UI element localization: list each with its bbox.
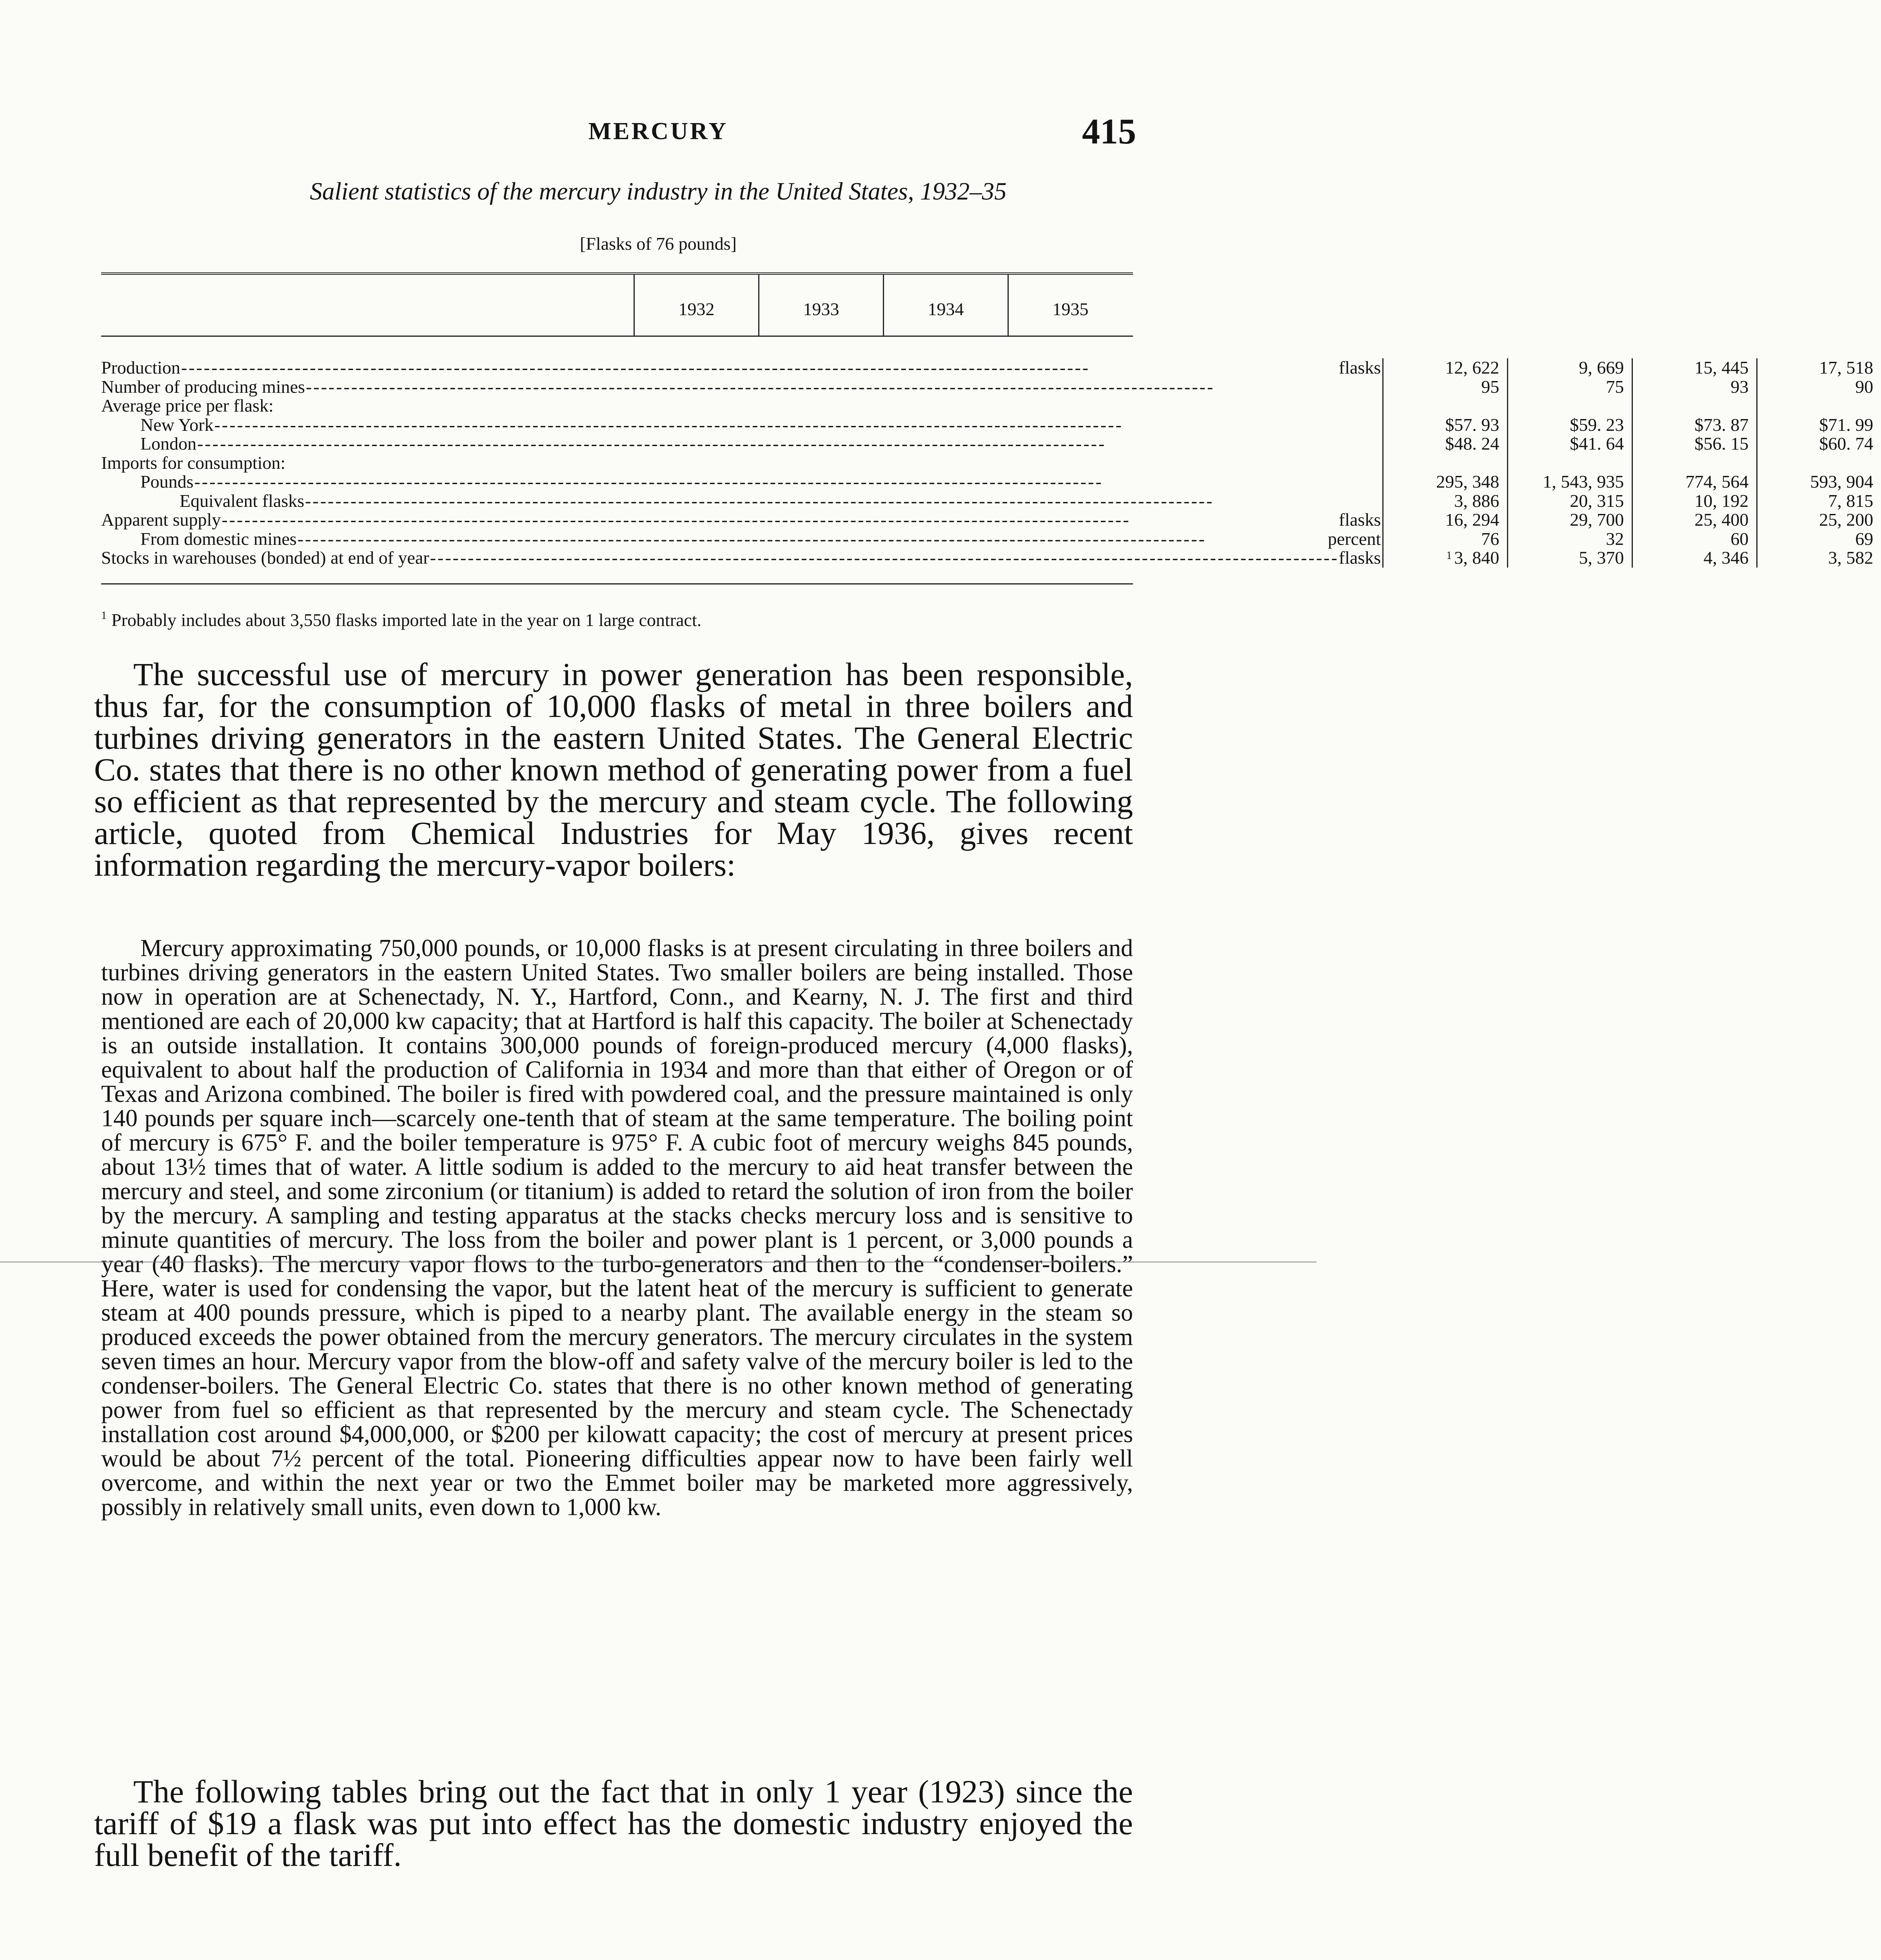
table-footnote [101, 610, 1133, 630]
table-cell [1508, 472, 1624, 492]
row-label-text: Number of producing mines [101, 376, 305, 397]
table-caption: Salient statistics of the mercury industry in the United States, 1932–35 [310, 178, 1007, 205]
cell-value: 593, 904 [1810, 472, 1874, 492]
cell-value: 76 [1481, 528, 1500, 549]
cell-value: 60 [1730, 528, 1749, 549]
table-cell [1758, 396, 1873, 416]
cell-value: $56. 15 [1694, 434, 1749, 454]
cell-value: 93 [1730, 376, 1749, 397]
row-unit: flasks [1338, 358, 1381, 377]
table-cell [1633, 358, 1748, 377]
cell-value: $48. 24 [1445, 434, 1500, 454]
table-subcaption: [Flasks of 76 pounds] [580, 234, 737, 254]
cell-value: 25, 200 [1819, 510, 1874, 530]
cell-value: 3, 886 [1454, 490, 1500, 511]
table-row-label [101, 396, 1382, 416]
table-cell [1508, 377, 1624, 397]
cell-value: 20, 315 [1570, 490, 1624, 511]
cell-value: 3, 582 [1828, 548, 1874, 568]
values-column-1932 [1382, 358, 1507, 568]
row-label-text: Average price per flask: [101, 396, 274, 416]
table-row-label [101, 358, 1382, 377]
cell-value: 17, 518 [1819, 358, 1874, 377]
cell-value: 15, 445 [1694, 358, 1749, 377]
body-paragraph-1: The successful use of mercury in power generation has been responsible, thus far, for the consumption of 10,000 flasks of metal in three boilers and turbines driving generators in the eastern United States. The General Electric Co. states that there is no other known method of generating power from a fuel so efficient as that represented by the mercury and steam cycle. The following article, quoted from Chemical Industries for May 1936, gives recent information regarding the mercury-vapor boilers: [94, 656, 1133, 883]
page-fold-line [0, 1261, 1316, 1263]
table-cell [1384, 434, 1499, 454]
column-header-1933: 1933 [758, 275, 883, 336]
cell-value: 10, 192 [1694, 490, 1749, 511]
table-cell [1633, 396, 1748, 416]
dot-leader: ------------------------------------------------------------------------------------------------------------------------ [194, 472, 1103, 492]
table-cell [1384, 358, 1499, 377]
dot-leader: ------------------------------------------------------------------------------------------------------------------------ [305, 376, 1215, 397]
column-header-1935: 1935 [1008, 275, 1132, 336]
cell-value: 25, 400 [1694, 510, 1749, 530]
row-label-text: Equivalent flasks [180, 490, 305, 511]
table-cell [1758, 472, 1873, 492]
row-label-text: New York [140, 414, 214, 435]
row-unit: percent [1327, 528, 1381, 549]
dot-leader: ------------------------------------------------------------------------------------------------------------------------ [197, 434, 1106, 454]
row-label-text: Pounds [140, 472, 194, 492]
quoted-article: Mercury approximating 750,000 pounds, or 10,000 flasks is at present circulating in three boilers and turbines driving generators in the eastern United States. Two smaller boilers are being installed. Those now in operation are at Schenectady, N. Y., Hartford, Conn., and Kearny, N. J. The first and third mentioned are each of 20,000 kw capacity; that at Hartford is half this capacity. The boiler at Schenectady is an outside installation. It contains 300,000 pounds of foreign-produced mercury (4,000 flasks), equivalent to about half the production of California in 1934 and more than that either of Oregon or of Texas and Arizona combined. The boiler is fired with powdered coal, and the pressure maintained is only 140 pounds per square inch—scarcely one-tenth that of steam at the same temperature. The boiling point of mercury is 675° F. and the boiler temperature is 975° F. A cubic foot of mercury weighs 845 pounds, about 13½ times that of water. A little sodium is added to the mercury to aid heat transfer between the mercury and steel, and some zirconium (or titanium) is added to retard the solution of iron from the boiler by the mercury. A sampling and testing apparatus at the stacks checks mercury loss and is sensitive to minute quantities of mercury. The loss from the boiler and power plant is 1 percent, or 3,000 pounds a year (40 flasks). The mercury vapor flows to the turbo-generators and then to the “condenser-boilers.” Here, water is used for condensing the vapor, but the latent heat of the mercury is sufficient to generate steam at 400 pounds pressure, which is piped to a nearby plant. The available energy in the steam so produced exceeds the power obtained from the mercury generators. The mercury circulates in the system seven times an hour. Mercury vapor from the blow-off and safety valve of the mercury boiler is led to the condenser-boilers. The General Electric Co. states that there is no other known method of generating power from fuel so efficient as that represented by the mercury and steam cycle. The Schenectady installation cost around $4,000,000, or $200 per kilowatt capacity; the cost of mercury at present prices would be about 7½ percent of the total. Pioneering difficulties appear now to have been fairly well overcome, and within the next year or two the Emmet boiler may be marketed more aggressively, possibly in relatively small units, even down to 1,000 kw. [101, 935, 1133, 1521]
footnote-marker: 1 [101, 610, 107, 622]
table-cell [1508, 416, 1624, 435]
cell-value: $41. 64 [1570, 434, 1624, 454]
table-cell [1633, 377, 1748, 397]
cell-value: 32 [1606, 528, 1624, 549]
table-row-label [101, 472, 1382, 492]
table-cell [1508, 530, 1624, 549]
column-header-1934: 1934 [883, 275, 1008, 336]
cell-value: 90 [1855, 376, 1874, 397]
table-cell [1633, 510, 1748, 530]
dot-leader: ------------------------------------------------------------------------------------------------------------------------ [222, 510, 1131, 530]
table-cell [1758, 358, 1873, 377]
cell-value: 774, 564 [1685, 472, 1749, 492]
cell-value: 12, 622 [1445, 358, 1500, 377]
row-label-text: Imports for consumption: [101, 452, 286, 473]
row-unit: flasks [1338, 548, 1381, 568]
table-row-label [101, 510, 1382, 530]
cell-value: 95 [1481, 376, 1500, 397]
table-cell [1633, 434, 1748, 454]
table-cell [1384, 510, 1499, 530]
row-label-text: Stocks in warehouses (bonded) at end of year [101, 548, 429, 568]
dot-leader: ------------------------------------------------------------------------------------------------------------------------ [181, 358, 1090, 377]
table-cell [1384, 530, 1499, 549]
row-unit: flasks [1338, 510, 1381, 530]
table-cell [1758, 454, 1873, 473]
table-cell [1508, 548, 1624, 568]
table-cell [1508, 434, 1624, 454]
cell-value: $71. 99 [1819, 414, 1874, 435]
table-row-label [101, 434, 1382, 454]
table-cell [1508, 358, 1624, 377]
dot-leader: ------------------------------------------------------------------------------------------------------------------------ [297, 528, 1206, 549]
table-cell [1633, 492, 1748, 511]
column-header-1932: 1932 [634, 275, 758, 336]
cell-value: $59. 23 [1570, 414, 1624, 435]
cell-value: 16, 294 [1445, 510, 1500, 530]
table-cell [1384, 454, 1499, 473]
table-cell [1758, 416, 1873, 435]
table-cell [1633, 530, 1748, 549]
row-label-text: London [140, 434, 197, 454]
table-header-row [101, 275, 1133, 337]
running-head-title: MERCURY [588, 118, 728, 145]
table-cell [1758, 510, 1873, 530]
table-row-label [101, 416, 1382, 435]
body-paragraph-2: The following tables bring out the fact that in only 1 year (1923) since the tariff of $19 a flask was put into effect has the domestic industry enjoyed the full benefit of the tariff. [94, 1773, 1133, 1873]
statistics-table [101, 272, 1874, 584]
table-cell [1633, 472, 1748, 492]
cell-value: $73. 87 [1694, 414, 1749, 435]
table-cell [1758, 530, 1873, 549]
cell-value: $60. 74 [1819, 434, 1874, 454]
dot-leader: ------------------------------------------------------------------------------------------------------------------------ [430, 548, 1339, 568]
cell-value: 3, 840 [1454, 548, 1500, 568]
cell-value: 1, 543, 935 [1543, 472, 1624, 492]
values-column-1935 [1756, 358, 1881, 568]
table-row-label [101, 377, 1382, 397]
table-cell [1758, 434, 1873, 454]
dot-leader: ------------------------------------------------------------------------------------------------------------------------ [214, 414, 1123, 435]
table-cell [1633, 548, 1748, 568]
cell-value: $57. 93 [1445, 414, 1500, 435]
table-cell [1384, 492, 1499, 511]
cell-value: 29, 700 [1570, 510, 1624, 530]
cell-value: 4, 346 [1703, 548, 1749, 568]
cell-value: 295, 348 [1436, 472, 1500, 492]
cell-value: 9, 669 [1579, 358, 1624, 377]
table-cell [1508, 454, 1624, 473]
running-head [0, 111, 1316, 157]
table-cell [1384, 472, 1499, 492]
table-body [101, 337, 1874, 583]
cell-value: 75 [1606, 376, 1624, 397]
table-cell [1508, 396, 1624, 416]
footnote-text: Probably includes about 3,550 flasks imported late in the year on 1 large contract. [111, 610, 702, 630]
cell-value: 7, 815 [1828, 490, 1874, 511]
table-stub-header [101, 275, 634, 336]
table-cell [1633, 416, 1748, 435]
table-cell [1758, 548, 1873, 568]
table-row-label [101, 454, 1382, 473]
table-cell [1758, 492, 1873, 511]
table-cell [1508, 492, 1624, 511]
values-column-1933 [1507, 358, 1632, 568]
page-number: 415 [1082, 111, 1136, 151]
row-label-text: Production [101, 358, 180, 377]
table-cell [1758, 377, 1873, 397]
table-row-label [101, 492, 1382, 511]
table-cell [1633, 454, 1748, 473]
cell-value: 5, 370 [1579, 548, 1624, 568]
table-cell [1384, 416, 1499, 435]
cell-value: 69 [1855, 528, 1874, 549]
table-cell [1384, 377, 1499, 397]
table-cell [1384, 396, 1499, 416]
row-label-text: Apparent supply [101, 510, 221, 530]
row-labels-column [101, 358, 1382, 568]
table-row-label [101, 548, 1382, 568]
table-cell [1508, 510, 1624, 530]
row-label-text: From domestic mines [140, 528, 297, 549]
dot-leader: ------------------------------------------------------------------------------------------------------------------------ [305, 490, 1214, 511]
table-row-label [101, 530, 1382, 549]
values-column-1934 [1632, 358, 1756, 568]
cell-footnote-marker: 1 [1446, 550, 1452, 562]
table-cell [1384, 548, 1499, 568]
